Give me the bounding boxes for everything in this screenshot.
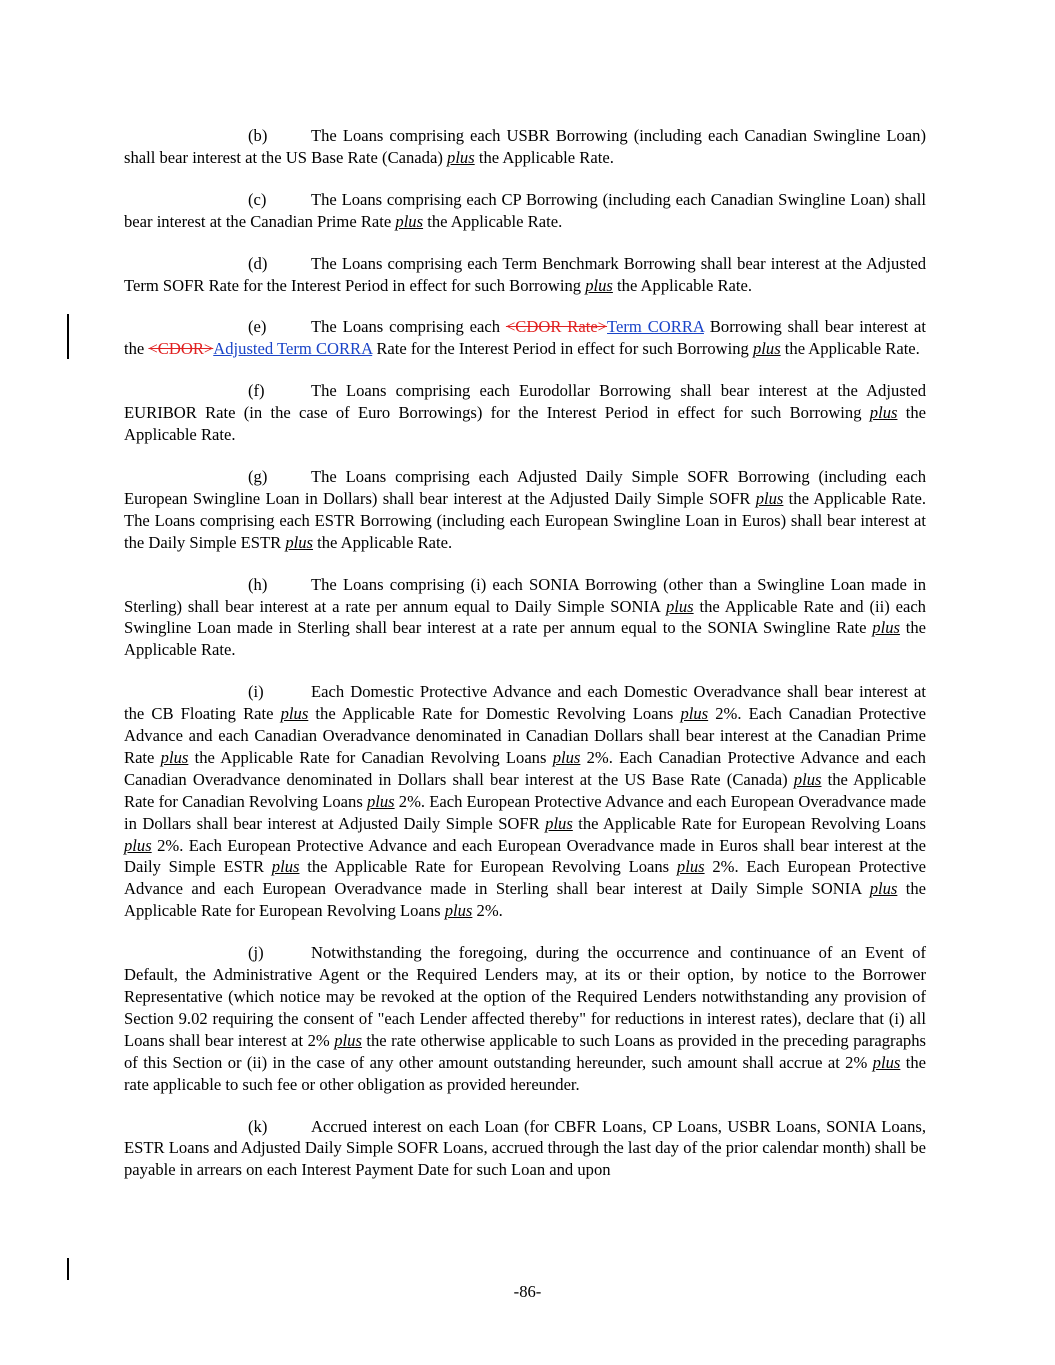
document-body — [124, 125, 926, 1201]
paragraph-h: (h) The Loans comprising (i) each SONIA Borrowing (other than a Swingline Loan made in Sterling) shall bear interest at a rate per annum equal to Daily Simple SONIA plus the Applicable Rate and (ii) each Swingline Loan made in Sterling shall bear interest at a rate per annum equal to the SONIA Swingline Rate plus the Applicable Rate. — [124, 574, 926, 660]
paragraph-g: (g) The Loans comprising each Adjusted Daily Simple SOFR Borrowing (including each European Swingline Loan in Dollars) shall bear interest at the Adjusted Daily Simple SOFR plus the Applicable Rate. The Loans comprising each ESTR Borrowing (including each European Swingline Loan in Euros) shall bear interest at the Daily Simple ESTR plus the Applicable Rate. — [124, 466, 926, 552]
deleted-text: <CDOR Rate> — [505, 317, 608, 337]
page-number: -86- — [513, 1282, 542, 1301]
paragraph-i: (i) Each Domestic Protective Advance and each Domestic Overadvance shall bear interest at the CB Floating Rate plus the Applicable Rate for Domestic Revolving Loans plus 2%. Each Canadian Protective Advance and each Canadian Overadvance denominated in Canadian Dollars shall bear interest at the Canadian Prime Rate plus the Applicable Rate for Canadian Revolving Loans plus 2%. Each Canadian Protective Advance and each Canadian Overadvance denominated in Dollars shall bear interest at the US Base Rate (Canada) plus the Applicable Rate for Canadian Revolving Loans plus 2%. Each European Protective Advance and each European Overadvance made in Dollars shall bear interest at Adjusted Daily Simple SOFR plus the Applicable Rate for European Revolving Loans plus 2%. Each European Protective Advance and each European Overadvance made in Euros shall bear interest at the Daily Simple ESTR plus the Applicable Rate for European Revolving Loans plus 2%. Each European Protective Advance and each European Overadvance made in Sterling shall bear interest at Daily Simple SONIA plus the Applicable Rate for European Revolving Loans plus 2%. — [124, 682, 926, 921]
paragraph-k: (k) Accrued interest on each Loan (for CBFR Loans, CP Loans, USBR Loans, SONIA Loans, ESTR Loans and Adjusted Daily Simple SOFR Loans, accrued through the last day of the prior calendar month) shall be payable in arrears on each Interest Payment Date for such Loan and upon — [124, 1116, 926, 1180]
inserted-text: Adjusted Term CORRA — [213, 339, 373, 359]
paragraph-j: (j) Notwithstanding the foregoing, during the occurrence and continuance of an Event of Default, the Administrative Agent or the Required Lenders may, at its or their option, by notice to the Borrower Representative (which notice may be revoked at the option of the Required Lenders notwithstanding any provision of Section 9.02 requiring the consent of "each Lender affected thereby" for reductions in interest rates), declare that (i) all Loans shall bear interest at 2% plus the rate otherwise applicable to such Loans as provided in the preceding paragraphs of this Section or (ii) in the case of any other amount outstanding hereunder, such amount shall accrue at 2% plus the rate applicable to such fee or other obligation as provided hereunder. — [124, 943, 926, 1094]
paragraph-e: (e) The Loans comprising each <CDOR Rate>Term CORRA Borrowing shall bear interest at the <CDOR>Adjusted Term CORRA Rate for the Interest Period in effect for such Borrowing plus the Applicable Rate. — [124, 317, 926, 359]
paragraph-f: (f) The Loans comprising each Eurodollar Borrowing shall bear interest at the Adjusted EURIBOR Rate (in the case of Euro Borrowings) for the Interest Period in effect for such Borrowing plus the Applicable Rate. — [124, 381, 927, 445]
paragraph-b: (b) The Loans comprising each USBR Borrowing (including each Canadian Swingline Loan) shall bear interest at the US Base Rate (Canada) plus the Applicable Rate. — [124, 126, 926, 167]
change-bar-k — [67, 1258, 69, 1280]
paragraph-d: (d) The Loans comprising each Term Benchmark Borrowing shall bear interest at the Adjusted Term SOFR Rate for the Interest Period in effect for such Borrowing plus the Applicable Rate. — [124, 253, 926, 295]
inserted-text: Term CORRA — [607, 317, 704, 337]
paragraph-c: (c) The Loans comprising each CP Borrowing (including each Canadian Swingline Loan) shall bear interest at the Canadian Prime Rate plus the Applicable Rate. — [124, 189, 926, 231]
change-bar-e — [67, 314, 69, 359]
deleted-text: <CDOR> — [148, 339, 214, 359]
